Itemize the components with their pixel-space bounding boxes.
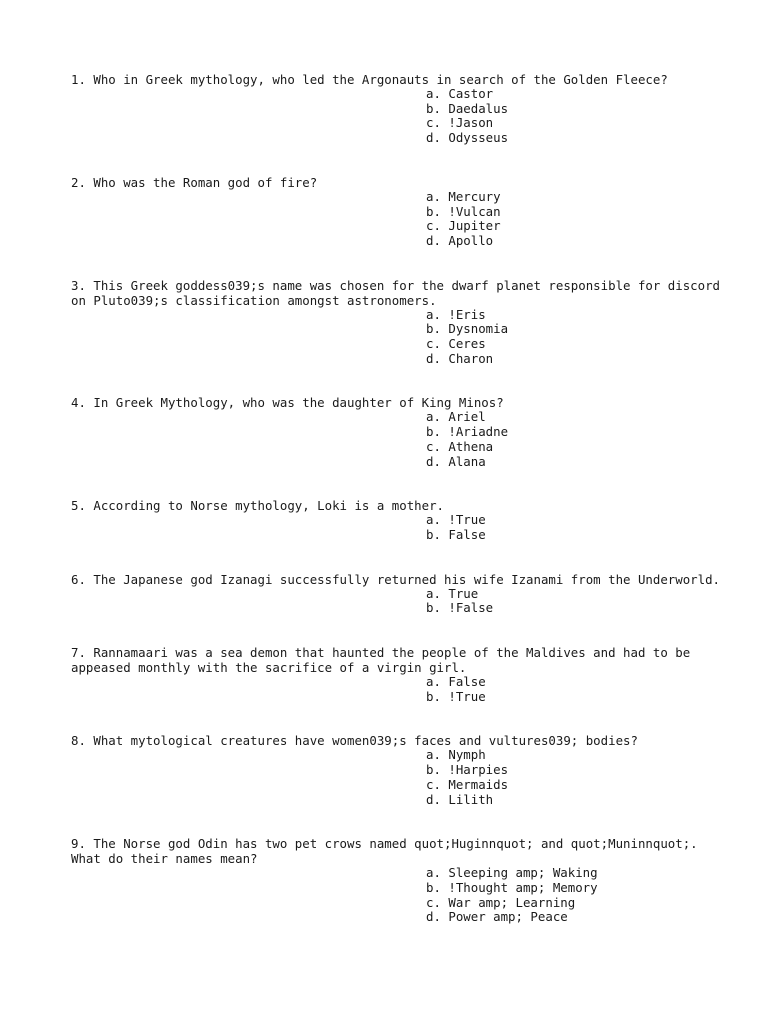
option-d: d. Odysseus: [426, 130, 509, 146]
option-d: d. Lilith: [426, 791, 494, 807]
option-b: b. Dysnomia: [426, 321, 509, 337]
answer-options: [426, 587, 731, 616]
answer-options: [426, 308, 731, 367]
question-text: 5. According to Norse mythology, Loki is a mother.: [71, 498, 444, 514]
question-text: 8. What mytological creatures have women039;s faces and vultures039; bodies?: [71, 733, 638, 749]
answer-options: [426, 410, 731, 469]
option-d: d. Charon: [426, 350, 494, 366]
option-b: b. Daedalus: [426, 100, 509, 116]
option-a: a. Castor: [426, 86, 494, 101]
option-a: a. !Eris: [426, 306, 486, 322]
quiz-document: [71, 72, 731, 954]
option-c: c. War amp; Learning: [426, 894, 576, 910]
question-9: [71, 836, 731, 925]
question-8: [71, 733, 731, 807]
option-a: a. False: [426, 674, 486, 690]
question-text: 7. Rannamaari was a sea demon that haunted the people of the Maldives and had to be appeased monthly with the sacrifice of a virgin girl.: [71, 645, 698, 676]
question-7: [71, 645, 731, 704]
answer-options: [426, 513, 731, 542]
answer-options: [426, 748, 731, 807]
question-text: 6. The Japanese god Izanagi successfully returned his wife Izanami from the Underworld.: [71, 571, 721, 587]
option-b: b. !Thought amp; Memory: [426, 879, 598, 895]
question-3: [71, 278, 731, 367]
answer-options: [426, 87, 731, 146]
option-b: b. !Vulcan: [426, 203, 501, 219]
answer-options: [426, 866, 731, 925]
option-c: c. Mermaids: [426, 776, 509, 792]
question-text: 3. This Greek goddess039;s name was chosen for the dwarf planet responsible for discord on Pluto039;s classification amongst astronomers.: [71, 277, 728, 308]
question-text: 2. Who was the Roman god of fire?: [71, 174, 318, 190]
option-b: b. !Ariadne: [426, 424, 509, 440]
question-1: [71, 72, 731, 146]
question-4: [71, 395, 731, 469]
option-c: c. Athena: [426, 438, 494, 454]
option-b: b. !Harpies: [426, 762, 509, 778]
answer-options: [426, 190, 731, 249]
option-d: d. Apollo: [426, 232, 494, 248]
option-b: b. False: [426, 526, 486, 542]
question-text: 4. In Greek Mythology, who was the daughter of King Minos?: [71, 395, 504, 411]
option-a: a. Nymph: [426, 747, 486, 763]
option-a: a. !True: [426, 512, 486, 528]
question-2: [71, 175, 731, 249]
option-c: c. !Jason: [426, 115, 494, 131]
option-d: d. Power amp; Peace: [426, 909, 568, 925]
option-b: b. !False: [426, 600, 494, 616]
option-c: c. Jupiter: [426, 218, 501, 234]
option-a: a. Mercury: [426, 188, 501, 204]
answer-options: [426, 675, 731, 704]
question-6: [71, 572, 731, 616]
option-a: a. Sleeping amp; Waking: [426, 865, 598, 881]
question-5: [71, 498, 731, 542]
option-a: a. True: [426, 585, 479, 601]
option-a: a. Ariel: [426, 409, 486, 425]
option-b: b. !True: [426, 688, 486, 704]
option-d: d. Alana: [426, 453, 486, 469]
option-c: c. Ceres: [426, 336, 486, 352]
question-text: 1. Who in Greek mythology, who led the Argonauts in search of the Golden Fleece?: [71, 72, 668, 87]
question-text: 9. The Norse god Odin has two pet crows named quot;Huginnquot; and quot;Muninnquot;. What do their names mean?: [71, 836, 713, 867]
